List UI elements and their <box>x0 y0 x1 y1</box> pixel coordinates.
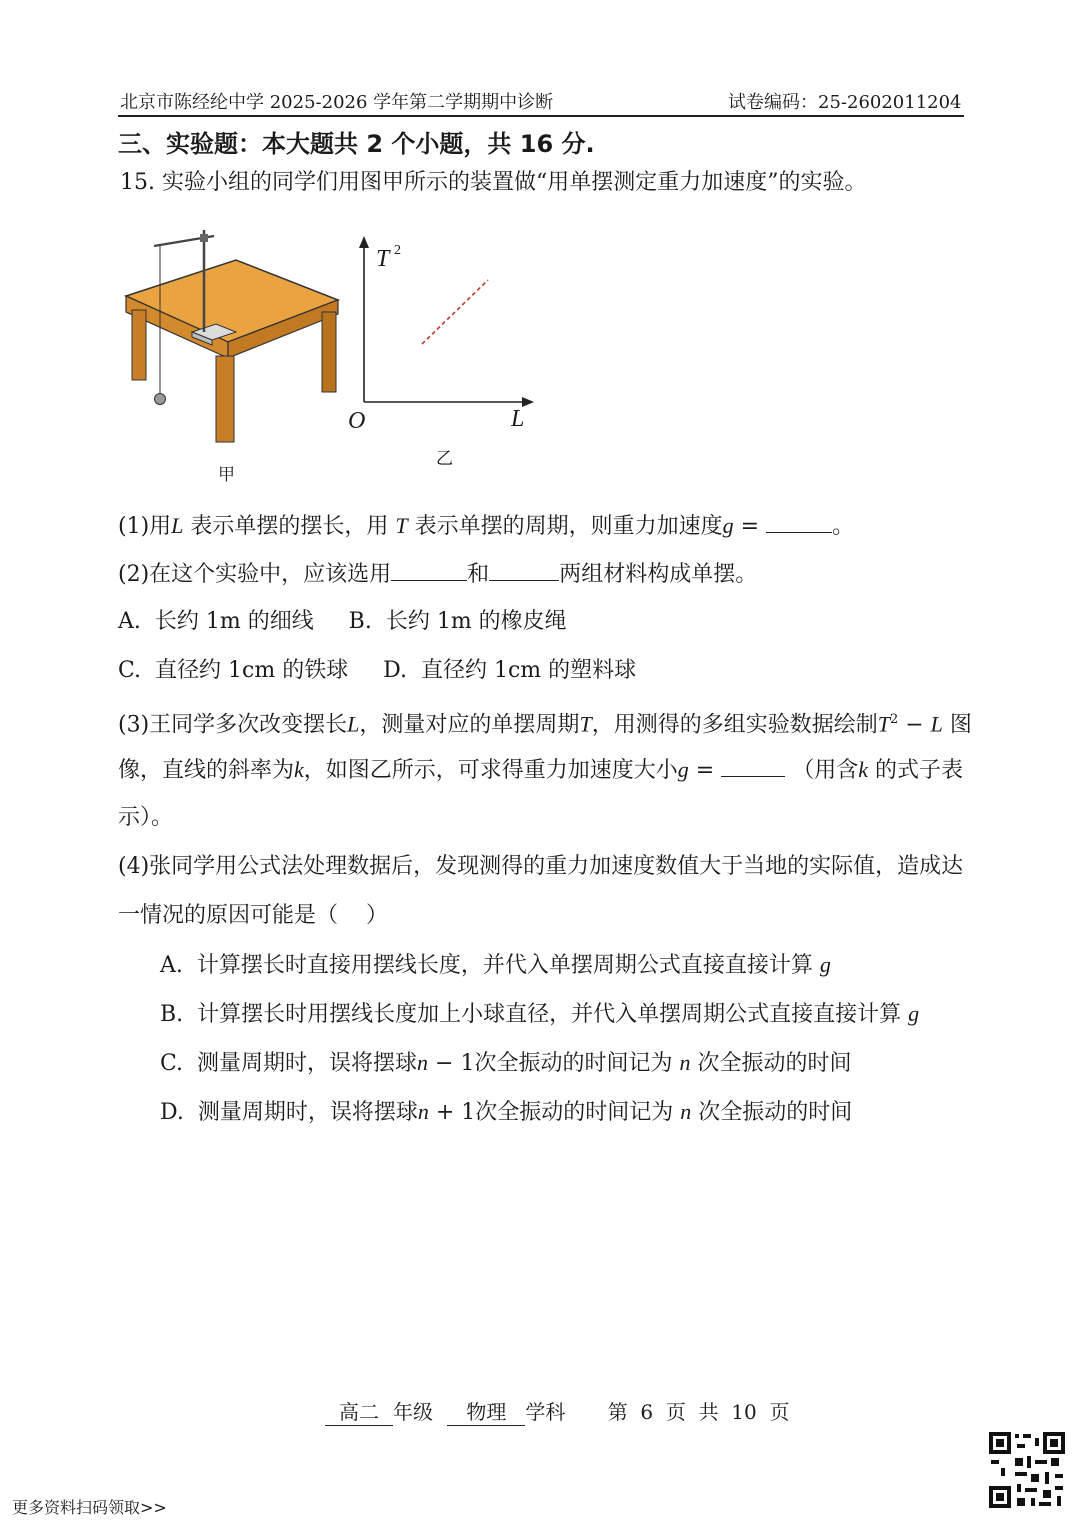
part3-text-line2b: ，如图乙所示，可求得重力加速度大小 <box>303 758 678 783</box>
graph-axis-x-label: L <box>511 406 525 432</box>
part1-answer-blank[interactable] <box>766 510 832 533</box>
part4-option-b-var: g <box>908 1001 920 1026</box>
part3-var-k: k <box>294 757 304 782</box>
part1-text-d: = <box>733 514 767 539</box>
part1-var-L: L <box>171 513 184 538</box>
page-footer <box>325 1396 789 1426</box>
part2-text-b: 和 <box>467 562 490 587</box>
part3-var-g: g <box>677 757 689 782</box>
part4-option-a <box>160 950 831 981</box>
pendulum-apparatus-illustration <box>126 230 338 442</box>
part4-option-b <box>160 999 919 1030</box>
part4-option-c <box>160 1048 851 1079</box>
part2-answer-blank-1[interactable] <box>391 558 467 581</box>
question-15-part-4-line-1: (4)张同学用公式法处理数据后，发现测得的重力加速度数值大于当地的实际值，造成达 <box>118 854 964 879</box>
part4-option-d-text-b: + 1次全振动的时间记为 <box>428 1100 681 1125</box>
question-15-part-3-line-3: 示）。 <box>118 805 174 830</box>
part3-var-k2: k <box>858 757 868 782</box>
bottom-promo-text[interactable]: 更多资料扫码领取>> <box>12 1498 167 1517</box>
part3-var-T: T <box>579 711 592 737</box>
part4-option-c-text-c: 次全振动的时间 <box>690 1051 852 1076</box>
part3-text-d: 图 <box>942 712 972 738</box>
part3-minus: − <box>898 712 931 738</box>
part4-option-a-var: g <box>819 952 831 977</box>
part4-option-d <box>160 1097 852 1128</box>
figure-svg <box>118 218 558 488</box>
part2-options-cd: C. 直径约 1cm 的铁球 D. 直径约 1cm 的塑料球 <box>118 658 637 683</box>
question-15-part-3-line-2 <box>118 754 963 786</box>
part3-text-a: (3)王同学多次改变摆长 <box>118 712 348 738</box>
part2-text-a: (2)在这个实验中，应该选用 <box>118 562 392 587</box>
part2-text-c: 两组材料构成单摆。 <box>559 562 758 587</box>
part2-answer-blank-2[interactable] <box>489 558 559 581</box>
part1-var-T: T <box>395 513 408 538</box>
footer-page-number: 第 6 页 共 10 页 <box>607 1400 790 1424</box>
header-exam-title: 北京市陈经纶中学 2025-2026 学年第二学期期中诊断 <box>120 92 554 113</box>
part4-option-c-text-a: C. 测量周期时，误将摆球 <box>160 1051 418 1076</box>
part4-option-d-text-a: D. 测量周期时，误将摆球 <box>160 1100 418 1125</box>
part3-var-T2: T <box>877 711 890 737</box>
part4-option-d-var-n2: n <box>680 1099 692 1124</box>
header-divider <box>118 115 964 117</box>
section-title: 三、实验题：本大题共 2 个小题，共 16 分. <box>118 130 595 158</box>
part3-answer-blank[interactable] <box>721 754 785 777</box>
figure-label-yi: 乙 <box>436 449 453 469</box>
part4-option-c-var-n: n <box>417 1050 429 1075</box>
part3-superscript-2: 2 <box>889 712 899 727</box>
question-15-part-2 <box>118 558 757 590</box>
part4-option-c-text-b: − 1次全振动的时间记为 <box>428 1051 680 1076</box>
part4-option-c-var-n2: n <box>679 1050 691 1075</box>
question-15-part-4-line-2: 一情况的原因可能是（ ） <box>118 903 388 928</box>
graph-axis-y-superscript: 2 <box>394 243 401 258</box>
question-15-part-1 <box>118 510 854 542</box>
part1-text-c: 表示单摆的周期，则重力加速度 <box>407 514 723 539</box>
part3-var-L: L <box>347 711 360 737</box>
graph-origin-label: O <box>348 408 366 434</box>
part3-text-line2e: 的式子表 <box>867 758 963 783</box>
part2-options-ab: A. 长约 1m 的细线 B. 长约 1m 的橡皮绳 <box>118 609 567 634</box>
part1-text-e: 。 <box>832 514 855 539</box>
figure-label-jia: 甲 <box>218 465 235 485</box>
qr-code-graphic <box>987 1430 1067 1510</box>
footer-grade-suffix: 年级 <box>393 1400 433 1424</box>
part1-text-a: (1)用 <box>118 514 172 539</box>
part3-text-b: ，测量对应的单摆周期 <box>359 712 580 738</box>
part3-text-line2d: （用含 <box>785 758 859 783</box>
question-15-intro: 15. 实验小组的同学们用图甲所示的装置做“用单摆测定重力加速度”的实验。 <box>120 170 867 195</box>
graph-axis-y-label: T <box>376 246 390 272</box>
part4-option-d-var-n: n <box>417 1099 429 1124</box>
part4-option-b-text: B. 计算摆长时用摆线长度加上小球直径，并代入单摆周期公式直接直接计算 <box>160 1002 902 1027</box>
part1-var-g: g <box>722 513 734 538</box>
part3-var-L2: L <box>930 711 943 737</box>
footer-subject: 物理 <box>447 1396 525 1426</box>
figure-pendulum-and-graph <box>118 218 558 488</box>
qr-code-icon[interactable] <box>987 1430 1067 1510</box>
part3-text-line2a: 像，直线的斜率为 <box>118 758 295 783</box>
part3-text-c: ，用测得的多组实验数据绘制 <box>591 712 878 738</box>
part4-option-a-text: A. 计算摆长时直接用摆线长度，并代入单摆周期公式直接直接计算 <box>160 953 813 978</box>
header-exam-code: 试卷编码：25-2602011204 <box>728 92 962 113</box>
footer-subject-suffix: 学科 <box>525 1400 566 1424</box>
part3-text-line2c: = <box>688 758 722 783</box>
footer-grade: 高二 <box>325 1396 393 1426</box>
part4-option-d-text-c: 次全振动的时间 <box>691 1100 853 1125</box>
part1-text-b: 表示单摆的摆长，用 <box>183 514 396 539</box>
question-15-part-3-line-1 <box>118 705 972 740</box>
